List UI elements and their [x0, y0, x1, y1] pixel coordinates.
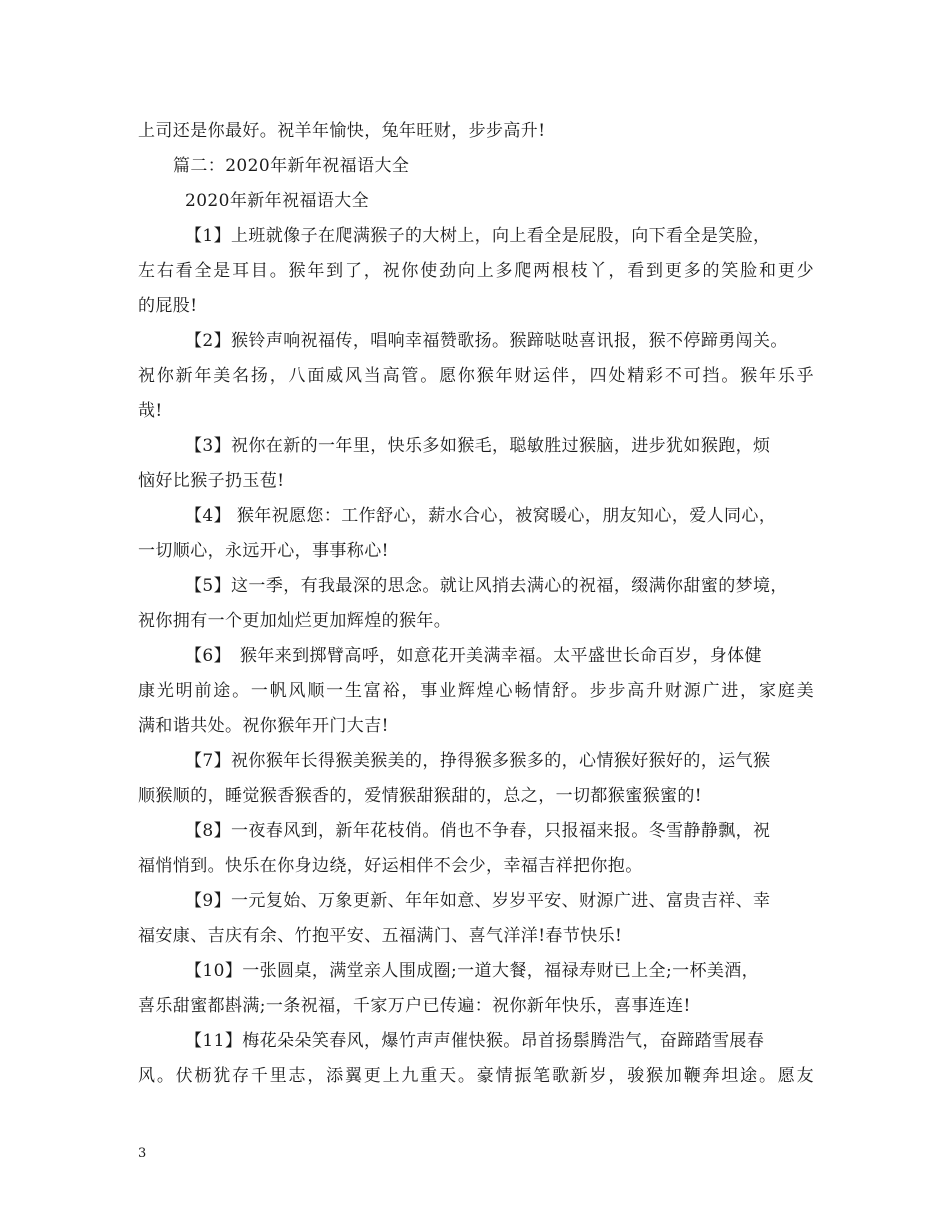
- paragraph-line: 祝你新年美名扬，八面威风当高管。愿你猴年财运伴，四处精彩不可挡。猴年乐乎: [138, 366, 814, 386]
- paragraph-line: 福安康、吉庆有余、竹抱平安、五福满门、喜气洋洋!春节快乐!: [138, 926, 623, 946]
- paragraph-line: 满和谐共处。祝你猴年开门大吉!: [138, 716, 389, 736]
- paragraph-line: 恼好比猴子扔玉苞!: [138, 471, 285, 491]
- paragraph-line: 【4】 猴年祝愿您：工作舒心，薪水合心，被窝暖心，朋友知心，爱人同心，: [185, 506, 777, 526]
- paragraph-line: 福悄悄到。快乐在你身边绕，好运相伴不会少，幸福吉祥把你抱。: [138, 856, 643, 876]
- paragraph-line: 【11】梅花朵朵笑春风，爆竹声声催快猴。昂首扬鬃腾浩气，奋蹄踏雪展春: [185, 1031, 765, 1051]
- section-heading: 篇二：2020年新年祝福语大全: [173, 156, 410, 176]
- paragraph-line: 祝你拥有一个更加灿烂更加辉煌的猴年。: [138, 611, 452, 631]
- paragraph-line: 【3】祝你在新的一年里，快乐多如猴毛，聪敏胜过猴脑，进步犹如猴跑，烦: [185, 436, 771, 456]
- document-title: 2020年新年祝福语大全: [185, 191, 370, 211]
- paragraph-line: 哉!: [138, 401, 163, 421]
- paragraph-line: 【8】一夜春风到，新年花枝俏。俏也不争春，只报福来报。冬雪静静飘，祝: [185, 821, 771, 841]
- paragraph-line: 【5】这一季，有我最深的思念。就让风捎去满心的祝福，缀满你甜蜜的梦境，: [185, 576, 788, 596]
- text-line: 上司还是你最好。祝羊年愉快，兔年旺财，步步高升!: [138, 121, 546, 141]
- paragraph-line: 左右看全是耳目。猴年到了，祝你使劲向上多爬两根枝丫，看到更多的笑脸和更少: [138, 261, 814, 281]
- paragraph-line: 康光明前途。一帆风顺一生富裕，事业辉煌心畅情舒。步步高升财源广进，家庭美: [138, 681, 814, 701]
- document-body: [138, 114, 814, 1094]
- paragraph-line: 顺猴顺的，睡觉猴香猴香的，爱情猴甜猴甜的，总之，一切都猴蜜猴蜜的!: [138, 786, 703, 806]
- paragraph-line: 【10】一张圆桌，满堂亲人围成圈;一道大餐，福禄寿财已上全;一杯美酒，: [185, 961, 760, 981]
- paragraph-line: 【1】上班就像子在爬满猴子的大树上，向上看全是屁股，向下看全是笑脸，: [185, 226, 771, 246]
- paragraph-line: 【7】祝你猴年长得猴美猴美的，挣得猴多猴多的，心情猴好猴好的，运气猴: [185, 751, 771, 771]
- page-number: 3: [138, 1146, 147, 1161]
- paragraph-line: 一切顺心，永远开心，事事称心!: [138, 541, 389, 561]
- paragraph-line: 【2】猴铃声响祝福传，唱响幸福赞歌扬。猴蹄哒哒喜讯报，猴不停蹄勇闯关。: [185, 331, 788, 351]
- paragraph-line: 【9】一元复始、万象更新、年年如意、岁岁平安、财源广进、富贵吉祥、幸: [185, 891, 771, 911]
- paragraph-line: 的屁股!: [138, 296, 198, 316]
- paragraph-line: 【6】 猴年来到掷臂高呼，如意花开美满幸福。太平盛世长命百岁，身体健: [185, 646, 762, 666]
- paragraph-line: 风。伏枥犹存千里志，添翼更上九重天。豪情振笔歌新岁，骏猴加鞭奔坦途。愿友: [138, 1066, 814, 1086]
- paragraph-line: 喜乐甜蜜都斟满;一条祝福，千家万户已传遍：祝你新年快乐，喜事连连!: [138, 996, 691, 1016]
